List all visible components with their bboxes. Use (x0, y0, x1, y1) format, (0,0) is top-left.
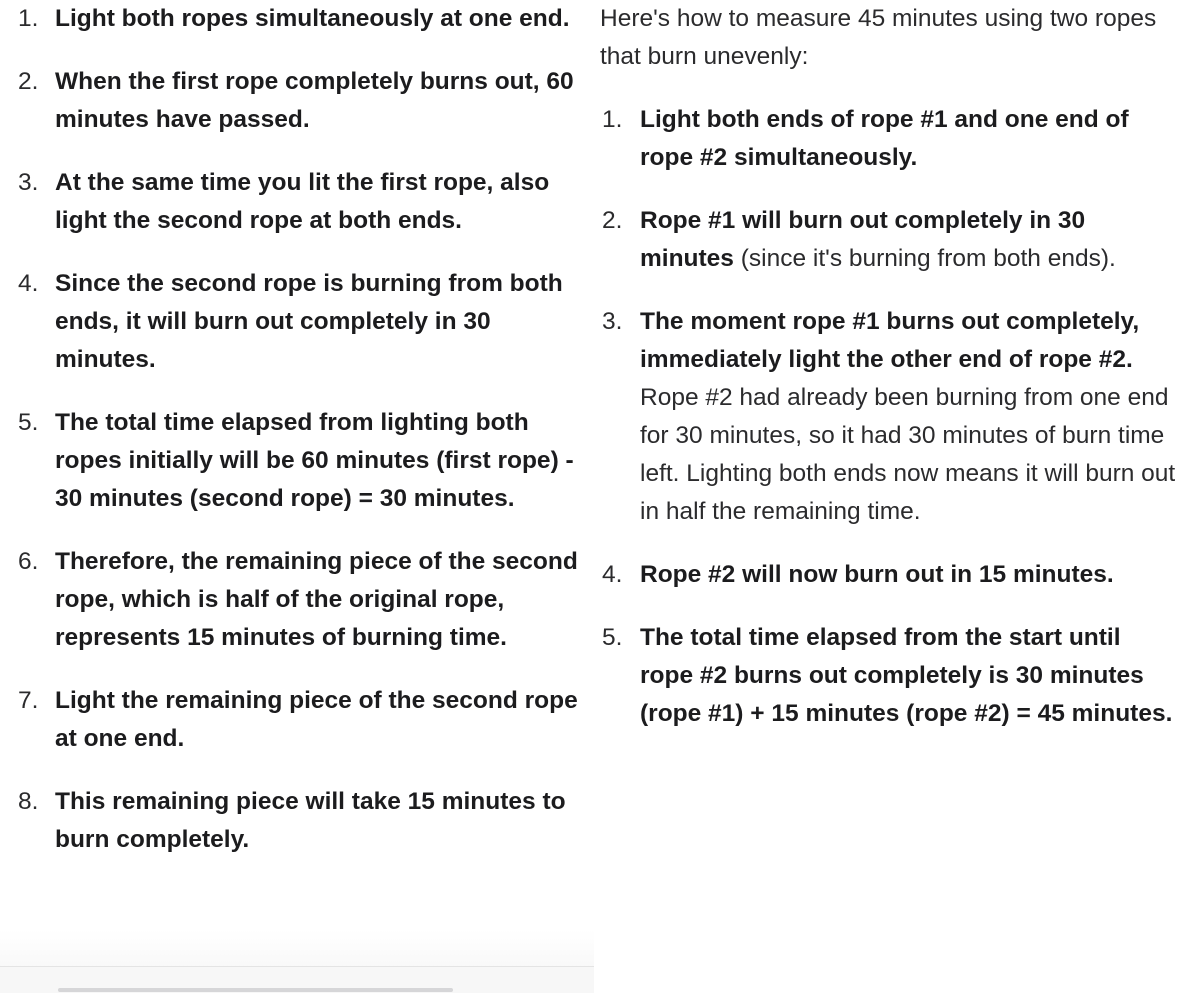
step-bold-text: The moment rope #1 burns out completely, immediately light the other end of rope #2. (640, 308, 1140, 373)
list-item (600, 556, 1180, 594)
step-number: 5. (602, 624, 623, 651)
list-item (0, 682, 594, 758)
step-number: 4. (602, 561, 623, 588)
step-number: 6. (18, 548, 39, 575)
list-item (0, 63, 594, 139)
list-item (0, 783, 594, 859)
step-bold-text: Rope #2 will now burn out in 15 minutes. (640, 561, 1114, 588)
step-plain-text: (since it's burning from both ends). (733, 245, 1116, 272)
list-item (600, 303, 1180, 531)
step-bold-text: When the first rope completely burns out, 60 minutes have passed. (55, 68, 574, 133)
step-bold-text: Since the second rope is burning from both ends, it will burn out completely in 30 minutes. (55, 270, 563, 373)
step-number: 2. (602, 207, 623, 234)
step-bold-text: Light both ends of rope #1 and one end of rope #2 simultaneously. (640, 106, 1129, 171)
step-bold-text: The total time elapsed from lighting both ropes initially will be 60 minutes (first rope) - 30 minutes (second rope) = 30 minutes. (55, 409, 574, 512)
step-number: 7. (18, 687, 39, 714)
step-bold-text: Rope #1 will burn out completely in 30 minutes (640, 207, 1086, 272)
step-bold-text: Light both ropes simultaneously at one end. (55, 5, 570, 32)
step-bold-text: This remaining piece will take 15 minutes to burn completely. (55, 788, 566, 853)
scroll-indicator-bar[interactable] (58, 988, 453, 992)
step-plain-text: Rope #2 had already been burning from one end for 30 minutes, so it had 30 minutes of burn time left. Lighting both ends now means it will burn out in half the remaining time. (640, 384, 1176, 525)
step-number: 3. (602, 308, 623, 335)
step-bold-text: The total time elapsed from the start until rope #2 burns out completely is 30 minutes (rope #1) + 15 minutes (rope #2) = 45 minutes. (640, 624, 1173, 727)
left-response-panel (0, 0, 594, 966)
list-item (600, 619, 1180, 733)
intro-paragraph: Here's how to measure 45 minutes using two ropes that burn unevenly: (600, 5, 1157, 70)
step-number: 5. (18, 409, 39, 436)
step-number: 4. (18, 270, 39, 297)
list-item (0, 543, 594, 657)
list-item (0, 404, 594, 518)
step-bold-text: At the same time you lit the first rope, also light the second rope at both ends. (55, 169, 550, 234)
list-item (600, 101, 1180, 177)
step-bold-text: Light the remaining piece of the second rope at one end. (55, 687, 578, 752)
list-item (0, 0, 594, 38)
step-number: 8. (18, 788, 39, 815)
step-number: 1. (18, 5, 39, 32)
step-number: 1. (602, 106, 623, 133)
list-item (600, 202, 1180, 278)
step-number: 3. (18, 169, 39, 196)
list-item (0, 164, 594, 240)
step-bold-text: Therefore, the remaining piece of the second rope, which is half of the original rope, represents 15 minutes of burning time. (55, 548, 578, 651)
right-response-panel (600, 0, 1180, 733)
bottom-fade-overlay (0, 930, 594, 966)
list-item (0, 265, 594, 379)
right-steps-list (600, 101, 1180, 733)
step-number: 2. (18, 68, 39, 95)
left-steps-list (0, 0, 594, 859)
